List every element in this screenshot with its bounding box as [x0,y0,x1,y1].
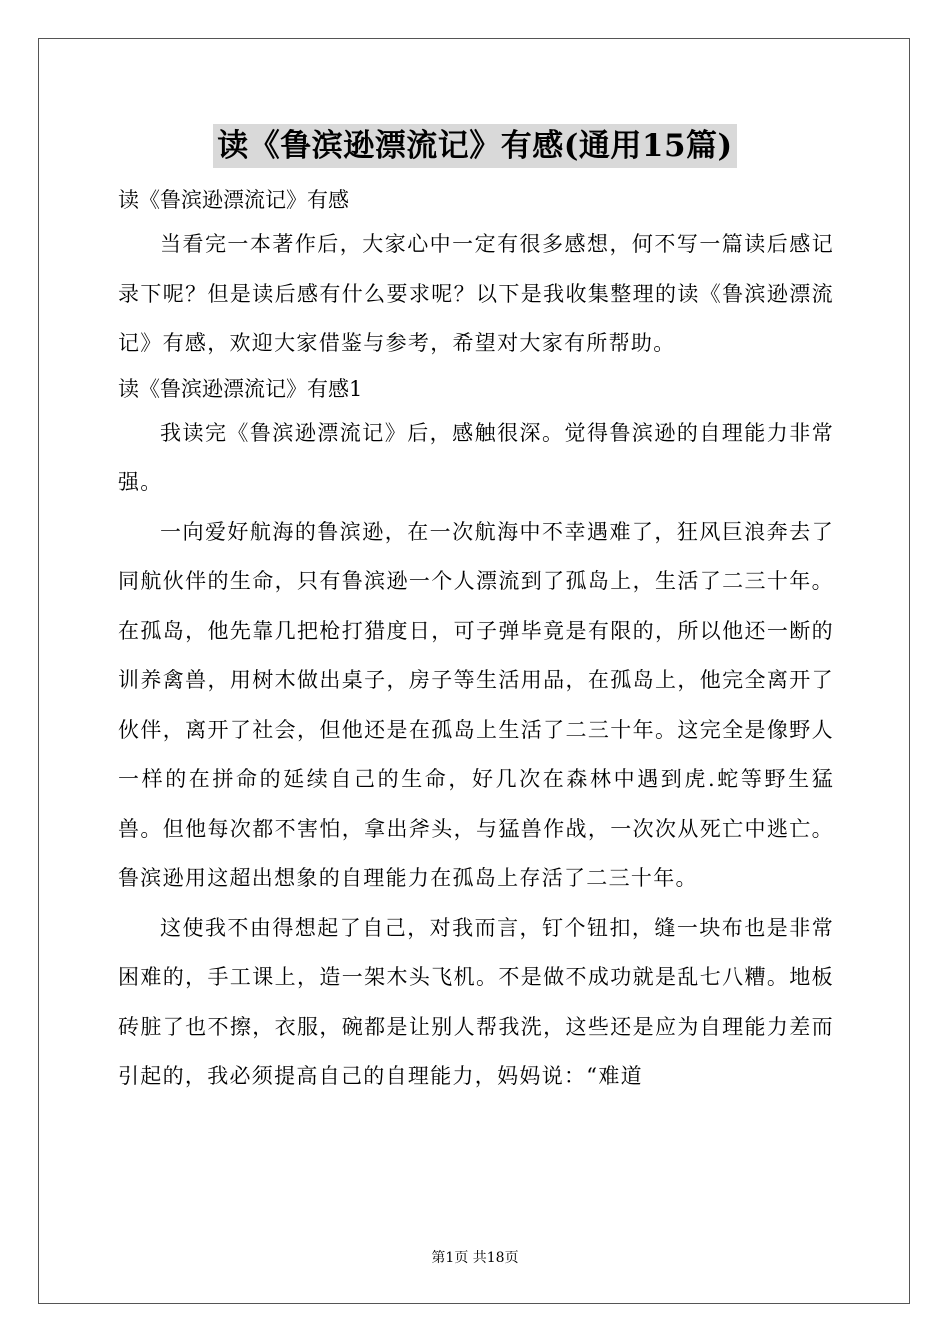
body-paragraph: 这使我不由得想起了自己，对我而言，钉个钮扣，缝一块布也是非常困难的，手工课上，造一架木头飞机。不是做不成功就是乱七八糟。地板砖脏了也不擦，衣服，碗都是让别人帮我洗，这些还是应为自理能力差而引起的，我必须提高自己的自理能力，妈妈说：“难道 [118,915,834,1088]
document-body [118,180,834,1102]
page-footer: 第1页 共18页 [431,1250,519,1266]
document-title: 读《鲁滨逊漂流记》有感(通用15篇) [213,124,736,168]
intro-paragraph: 当看完一本著作后，大家心中一定有很多感想，何不写一篇读后感记录下呢？但是读后感有什么要求呢？以下是我收集整理的读《鲁滨逊漂流记》有感，欢迎大家借鉴与参考，希望对大家有所帮助。 [118,232,834,355]
section-1-heading: 读《鲁滨逊漂流记》有感1 [118,376,363,401]
body-paragraph: 我读完《鲁滨逊漂流记》后，感触很深。觉得鲁滨逊的自理能力非常强。 [118,420,834,494]
intro-heading: 读《鲁滨逊漂流记》有感 [118,188,349,212]
body-paragraph: 一向爱好航海的鲁滨逊，在一次航海中不幸遇难了，狂风巨浪奔去了同航伙伴的生命，只有鲁滨逊一个人漂流到了孤岛上，生活了二三十年。在孤岛，他先靠几把枪打猎度日，可子弹毕竟是有限的，所以他还一断的训养禽兽，用树木做出桌子，房子等生活用品，在孤岛上，他完全离开了伙伴，离开了社会，但他还是在孤岛上生活了二三十年。这完全是像野人一样的在拼命的延续自己的生命，好几次在森林中遇到虎.蛇等野生猛兽。但他每次都不害怕，拿出斧头，与猛兽作战，一次次从死亡中逃亡。鲁滨逊用这超出想象的自理能力在孤岛上存活了二三十年。 [118,519,834,890]
title-container [0,124,950,168]
